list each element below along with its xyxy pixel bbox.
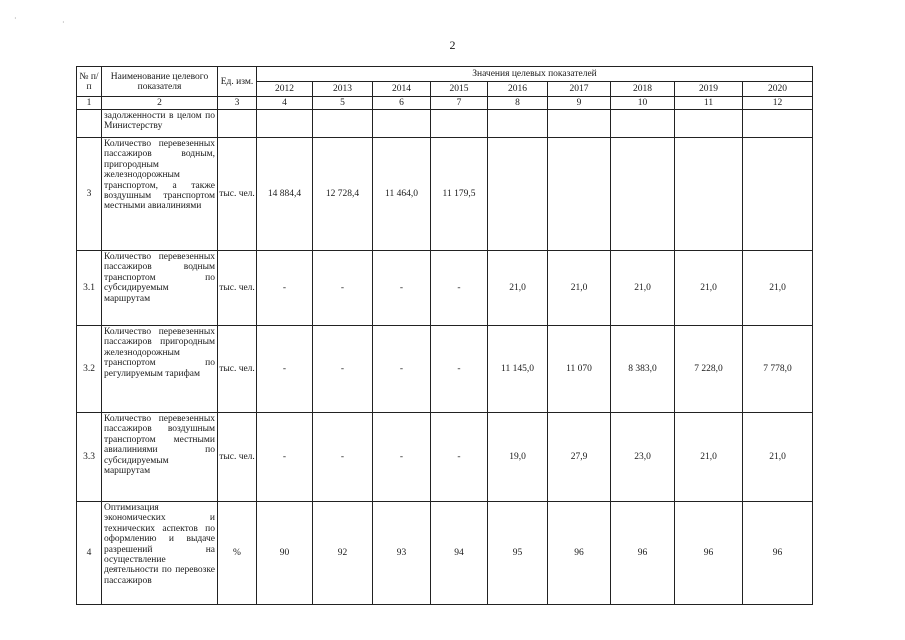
header-year: 2012 xyxy=(257,82,313,97)
row-value: 90 xyxy=(257,502,313,605)
row-value: 94 xyxy=(431,502,488,605)
row-value xyxy=(431,110,488,138)
header-row xyxy=(77,67,813,82)
row-value: 21,0 xyxy=(488,251,548,326)
row-value: - xyxy=(313,326,373,413)
row-value: - xyxy=(373,326,431,413)
row-value: 11 464,0 xyxy=(373,138,431,251)
row-value: 8 383,0 xyxy=(611,326,675,413)
row-value: 14 884,4 xyxy=(257,138,313,251)
table-row xyxy=(77,413,813,502)
row-value: 21,0 xyxy=(548,251,611,326)
row-num: 3.3 xyxy=(77,413,102,502)
page-number: 2 xyxy=(449,38,456,52)
row-value: 92 xyxy=(313,502,373,605)
row-value: - xyxy=(431,413,488,502)
table-row xyxy=(77,326,813,413)
row-value xyxy=(611,138,675,251)
column-number: 3 xyxy=(218,97,257,110)
row-value xyxy=(675,138,743,251)
row-unit xyxy=(218,110,257,138)
row-value: 7 778,0 xyxy=(743,326,813,413)
row-value xyxy=(675,110,743,138)
row-value: 96 xyxy=(548,502,611,605)
row-num xyxy=(77,110,102,138)
column-number: 4 xyxy=(257,97,313,110)
row-unit: тыс. чел. xyxy=(218,138,257,251)
header-num: № п/п xyxy=(77,67,102,97)
row-value: - xyxy=(373,413,431,502)
header-year: 2014 xyxy=(373,82,431,97)
row-value: 95 xyxy=(488,502,548,605)
column-number: 11 xyxy=(675,97,743,110)
header-values-group: Значения целевых показателей xyxy=(257,67,813,82)
row-value: 21,0 xyxy=(743,413,813,502)
row-value: - xyxy=(257,326,313,413)
table-row xyxy=(77,138,813,251)
row-value xyxy=(743,110,813,138)
header-year: 2013 xyxy=(313,82,373,97)
row-value: 23,0 xyxy=(611,413,675,502)
row-value: 21,0 xyxy=(675,413,743,502)
row-value: 93 xyxy=(373,502,431,605)
table-row xyxy=(77,110,813,138)
row-value xyxy=(373,110,431,138)
column-number: 2 xyxy=(102,97,218,110)
row-value xyxy=(257,110,313,138)
row-indicator-name: Количество перевезенных пассажиров воздушным транспортом местными авиалиниями по субсидируемым маршрутам xyxy=(102,413,218,502)
row-value xyxy=(313,110,373,138)
row-value: - xyxy=(313,413,373,502)
scan-speck: · xyxy=(62,18,65,27)
header-year: 2019 xyxy=(675,82,743,97)
column-number: 12 xyxy=(743,97,813,110)
row-value: - xyxy=(313,251,373,326)
row-value xyxy=(548,110,611,138)
header-unit: Ед. изм. xyxy=(218,67,257,97)
row-unit: тыс. чел. xyxy=(218,413,257,502)
table-row xyxy=(77,502,813,605)
row-value: - xyxy=(431,326,488,413)
row-value: - xyxy=(257,413,313,502)
row-indicator-name: Оптимизация экономических и технических аспектов по оформлению и выдаче разрешений на осуществление деятельности по перевозке пассажиров xyxy=(102,502,218,605)
table-row xyxy=(77,251,813,326)
column-number: 5 xyxy=(313,97,373,110)
row-indicator-name: Количество перевезенных пассажиров водным, пригородным железнодорожным транспортом, а также воздушным транспортом местными авиалиниями xyxy=(102,138,218,251)
header-year: 2018 xyxy=(611,82,675,97)
header-year: 2020 xyxy=(743,82,813,97)
column-number: 7 xyxy=(431,97,488,110)
target-indicators-table xyxy=(76,66,813,605)
header-name: Наименование целевого показателя xyxy=(102,67,218,97)
row-value: 12 728,4 xyxy=(313,138,373,251)
row-value: 11 070 xyxy=(548,326,611,413)
row-value: 96 xyxy=(675,502,743,605)
row-indicator-name: Количество перевезенных пассажиров пригородным железнодорожным транспортом по регулируемым тарифам xyxy=(102,326,218,413)
row-unit: тыс. чел. xyxy=(218,251,257,326)
row-unit: % xyxy=(218,502,257,605)
column-number: 9 xyxy=(548,97,611,110)
row-value xyxy=(743,138,813,251)
row-value: - xyxy=(431,251,488,326)
header-year: 2015 xyxy=(431,82,488,97)
column-number-row xyxy=(77,97,813,110)
row-value xyxy=(488,110,548,138)
row-value: 7 228,0 xyxy=(675,326,743,413)
row-value: 27,9 xyxy=(548,413,611,502)
row-value: 11 179,5 xyxy=(431,138,488,251)
row-num: 3.2 xyxy=(77,326,102,413)
row-num: 3.1 xyxy=(77,251,102,326)
column-number: 6 xyxy=(373,97,431,110)
row-unit: тыс. чел. xyxy=(218,326,257,413)
row-value: - xyxy=(373,251,431,326)
row-indicator-name: задолженности в целом по Министерству xyxy=(102,110,218,138)
column-number: 8 xyxy=(488,97,548,110)
row-value: 11 145,0 xyxy=(488,326,548,413)
row-value: 21,0 xyxy=(611,251,675,326)
row-num: 4 xyxy=(77,502,102,605)
row-num: 3 xyxy=(77,138,102,251)
header-year: 2017 xyxy=(548,82,611,97)
row-value xyxy=(488,138,548,251)
row-value: 96 xyxy=(743,502,813,605)
row-value xyxy=(548,138,611,251)
row-value: - xyxy=(257,251,313,326)
row-value: 21,0 xyxy=(743,251,813,326)
column-number: 1 xyxy=(77,97,102,110)
scan-speck: · xyxy=(14,14,17,23)
row-value: 19,0 xyxy=(488,413,548,502)
row-value: 96 xyxy=(611,502,675,605)
row-value xyxy=(611,110,675,138)
header-year: 2016 xyxy=(488,82,548,97)
row-value: 21,0 xyxy=(675,251,743,326)
row-indicator-name: Количество перевезенных пассажиров водным транспортом по субсидируемым маршрутам xyxy=(102,251,218,326)
column-number: 10 xyxy=(611,97,675,110)
